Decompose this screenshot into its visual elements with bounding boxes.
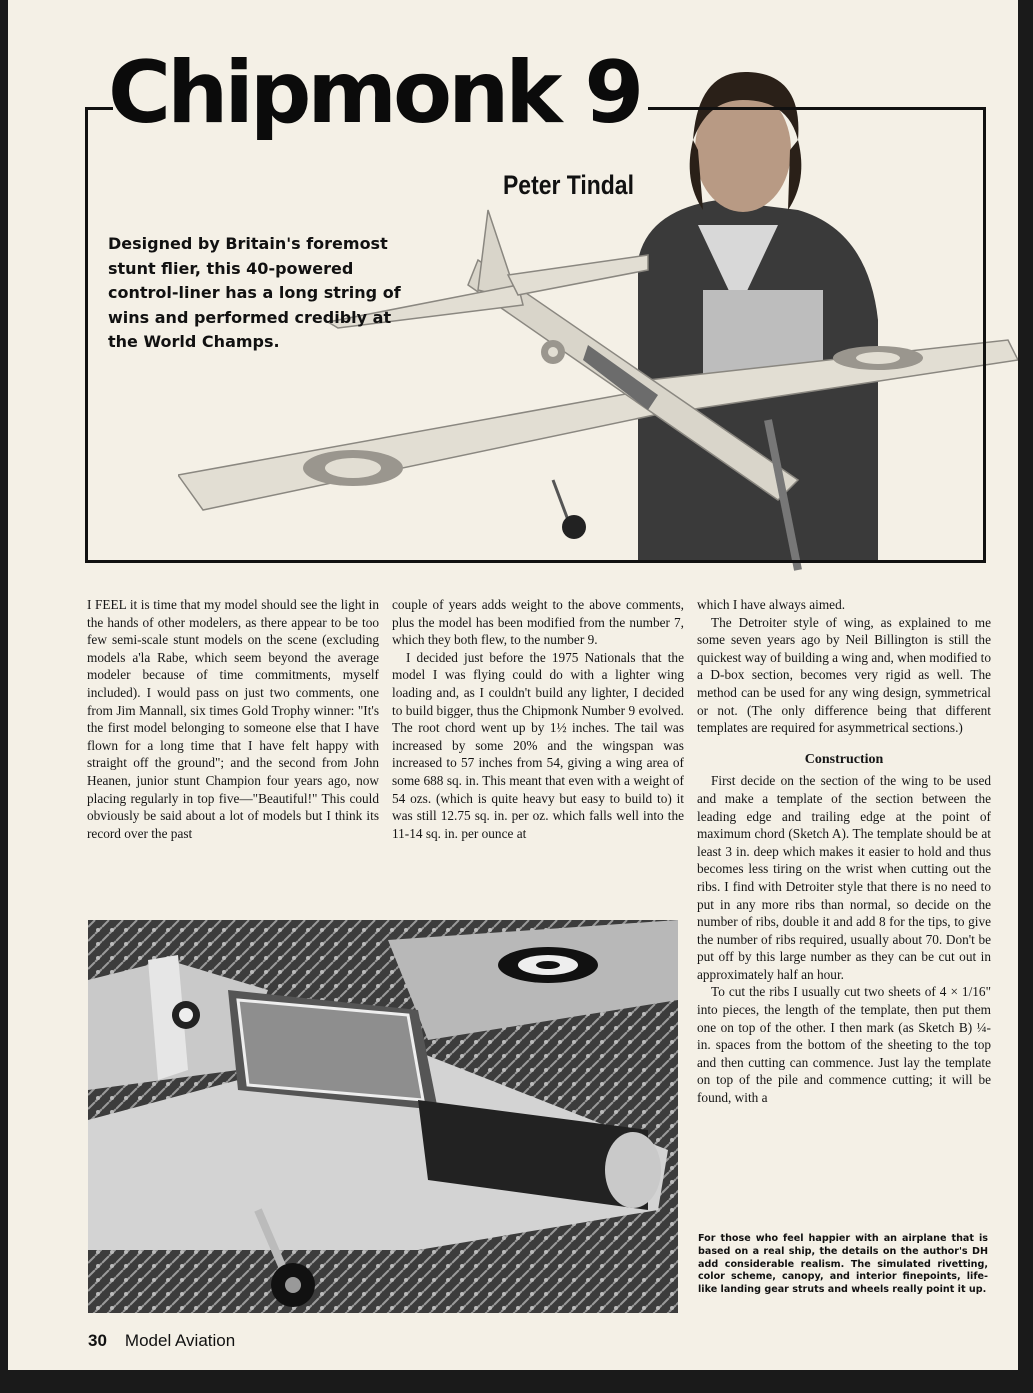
paragraph: I decided just before the 1975 Nationals that the model I was flying could do with a lighter wing loading and, as I couldn't build any lighter, I decided to build bigger, thus the Chipmonk Number 9 evolved. The root chord went up by 1½ inches. The tail was increased by some 20% and the wingspan was increased to 57 inches from 54, giving a wing area of some 688 sq. in. This meant that even with a weight of 54 ozs. (which is quite heavy but easy to build to) it was still 12.75 sq. in. per oz. which falls well into the 11-14 sq. in. per ounce at	[392, 649, 684, 841]
section-heading: Construction	[804, 751, 884, 767]
magazine-page	[8, 0, 1018, 1370]
column-3	[697, 596, 991, 1107]
photo-caption: For those who feel happier with an airplane that is based on a real ship, the details on the author's DH add considerable realism. The simulated rivetting, color scheme, canopy, and interior finepoints, life-like landing gear struts and wheels really point it up.	[698, 1233, 988, 1296]
column-1	[87, 596, 379, 842]
article-title: Chipmonk 9	[108, 43, 641, 143]
article-deck: Designed by Britain's foremost stunt flier, this 40-powered control-liner has a long string of wins and performed credibly at the World Champs.	[108, 234, 401, 351]
paragraph: which I have always aimed.	[697, 597, 846, 612]
author-byline: Peter Tindal	[503, 170, 634, 200]
page-number: 30	[88, 1331, 107, 1350]
paragraph: To cut the ribs I usually cut two sheets of 4 × 1/16" into pieces, the length of the template, then put them one on top of the other. I then mark (as Sketch B) ¼-in. spaces from the bottom of the sheeting to the top and then cutting can commence. Just lay the template on top of the pile and commence cutting; it will be found, with a	[697, 984, 991, 1106]
column-2	[392, 596, 684, 842]
cockpit-photo	[88, 920, 678, 1313]
magazine-name: Model Aviation	[124, 1331, 236, 1350]
paragraph: couple of years adds weight to the above comments, plus the model has been modified from the number 7, which they both flew, to the number 9.	[392, 597, 684, 648]
paragraph: I FEEL it is time that my model should see the light in the hands of other modelers, as there appear to be too few semi-scale stunt models on the scene (excluding models a'la Rabe, which seem beyond the average modeler because of time commitments, myself included). I would pass on just two comments, one from Jim Mannall, six times Gold Trophy winner: "It's the first model belonging to someone else that I have flown for a long time that I have felt happy with straight off the ground"; and the second from John Heanen, junior stunt Champion four years ago, now placing regularly in top five—"Beautiful!" This could obviously be said about a lot of models but I think its record over the past	[87, 597, 379, 841]
page-footer	[88, 1331, 235, 1351]
paragraph: First decide on the section of the wing to be used and make a template of the section between the leading edge and trailing edge at the point of maximum chord (Sketch A). The template should be at least 3 in. deep which makes it easier to hold and thus becomes less tiring on the wrist when cutting out the ribs. I find with Detroiter style that there is no need to put in any more ribs than normal, so decide on the number of ribs, double it and add 8 for the tips, to give the number of ribs required, usually about 70. Don't be put off by this large number as they can be cut out in approximately half an hour.	[697, 773, 991, 982]
paragraph: The Detroiter style of wing, as explained to me some seven years ago by Neil Billington is still the quickest way of building a wing and, when modified to a D-box section, becomes very rigid as well. The method can be used for any wing design, symmetrical or not. (The only difference being that different templates are required for asymmetrical sections.)	[697, 614, 991, 736]
